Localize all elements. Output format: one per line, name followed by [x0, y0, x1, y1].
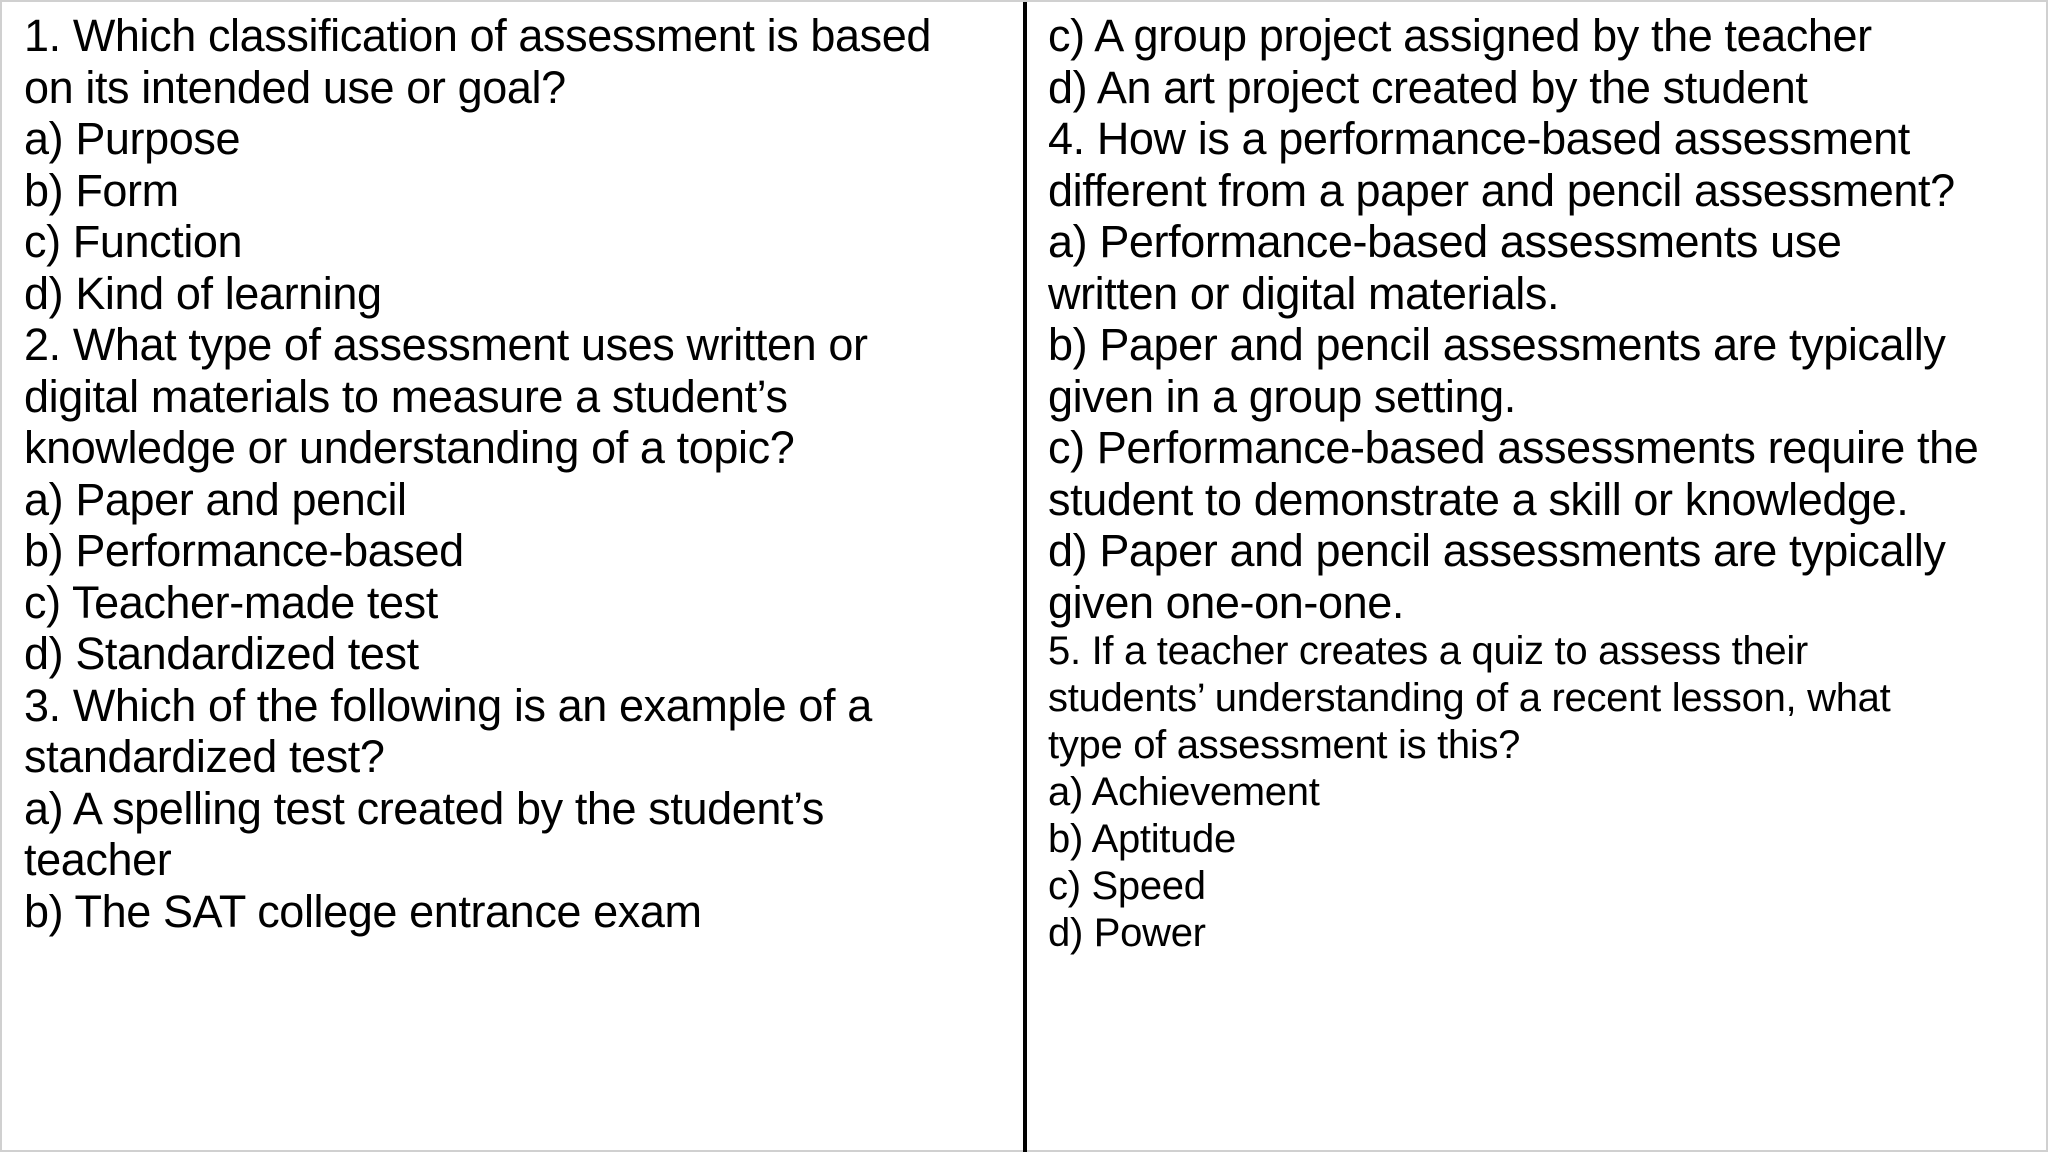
text-line: a) Achievement — [1048, 770, 1320, 814]
text-line: given one-on-one. — [1048, 576, 1404, 628]
text-line: c) Function — [24, 216, 243, 267]
right-column — [1048, 10, 2043, 957]
text-line: b) Form — [24, 164, 179, 216]
text-line: d) Power — [1048, 911, 1206, 955]
text-line: on its intended use or goal? — [24, 61, 566, 113]
text-line: knowledge or understanding of a topic? — [24, 422, 795, 473]
text-line: 1. Which classification of assessment is based — [24, 10, 932, 61]
text-line: b) Paper and pencil assessments are typically — [1048, 319, 1946, 370]
text-line: 3. Which of the following is an example of a — [24, 679, 872, 731]
text-line: 4. How is a performance-based assessment — [1048, 113, 1910, 164]
text-line: b) The SAT college entrance exam — [24, 885, 702, 937]
text-line: d) Standardized test — [24, 628, 419, 679]
text-line: b) Performance-based — [24, 525, 464, 576]
text-line: given in a group setting. — [1048, 370, 1516, 422]
text-line: type of assessment is this? — [1048, 723, 1521, 767]
text-line: d) Kind of learning — [24, 267, 382, 319]
question-5-block — [1048, 628, 2043, 957]
text-line: c) Performance-based assessments require the — [1048, 422, 1979, 473]
text-line: 2. What type of assessment uses written or — [24, 319, 868, 370]
text-line: students’ understanding of a recent lesson, what — [1048, 676, 1891, 720]
left-column — [24, 10, 1014, 937]
text-line: a) Performance-based assessments use — [1048, 216, 1842, 267]
text-line: d) Paper and pencil assessments are typically — [1048, 525, 1946, 576]
text-line: a) Purpose — [24, 113, 241, 164]
column-divider — [1023, 2, 1027, 1152]
text-line: digital materials to measure a student’s — [24, 370, 788, 422]
text-line: c) Speed — [1048, 864, 1206, 908]
text-line: c) A group project assigned by the teacher — [1048, 10, 1872, 61]
text-line: c) Teacher-made test — [24, 576, 438, 628]
text-line: d) An art project created by the student — [1048, 61, 1808, 113]
text-line: a) Paper and pencil — [24, 473, 407, 525]
text-line: 5. If a teacher creates a quiz to assess their — [1048, 629, 1808, 673]
text-line: a) A spelling test created by the student’s — [24, 782, 824, 834]
text-line: b) Aptitude — [1048, 817, 1236, 861]
text-line: standardized test? — [24, 731, 385, 782]
text-line: different from a paper and pencil assessment? — [1048, 164, 1955, 216]
text-line: written or digital materials. — [1048, 267, 1560, 319]
text-line: student to demonstrate a skill or knowledge. — [1048, 473, 1909, 525]
text-line: teacher — [24, 834, 172, 885]
